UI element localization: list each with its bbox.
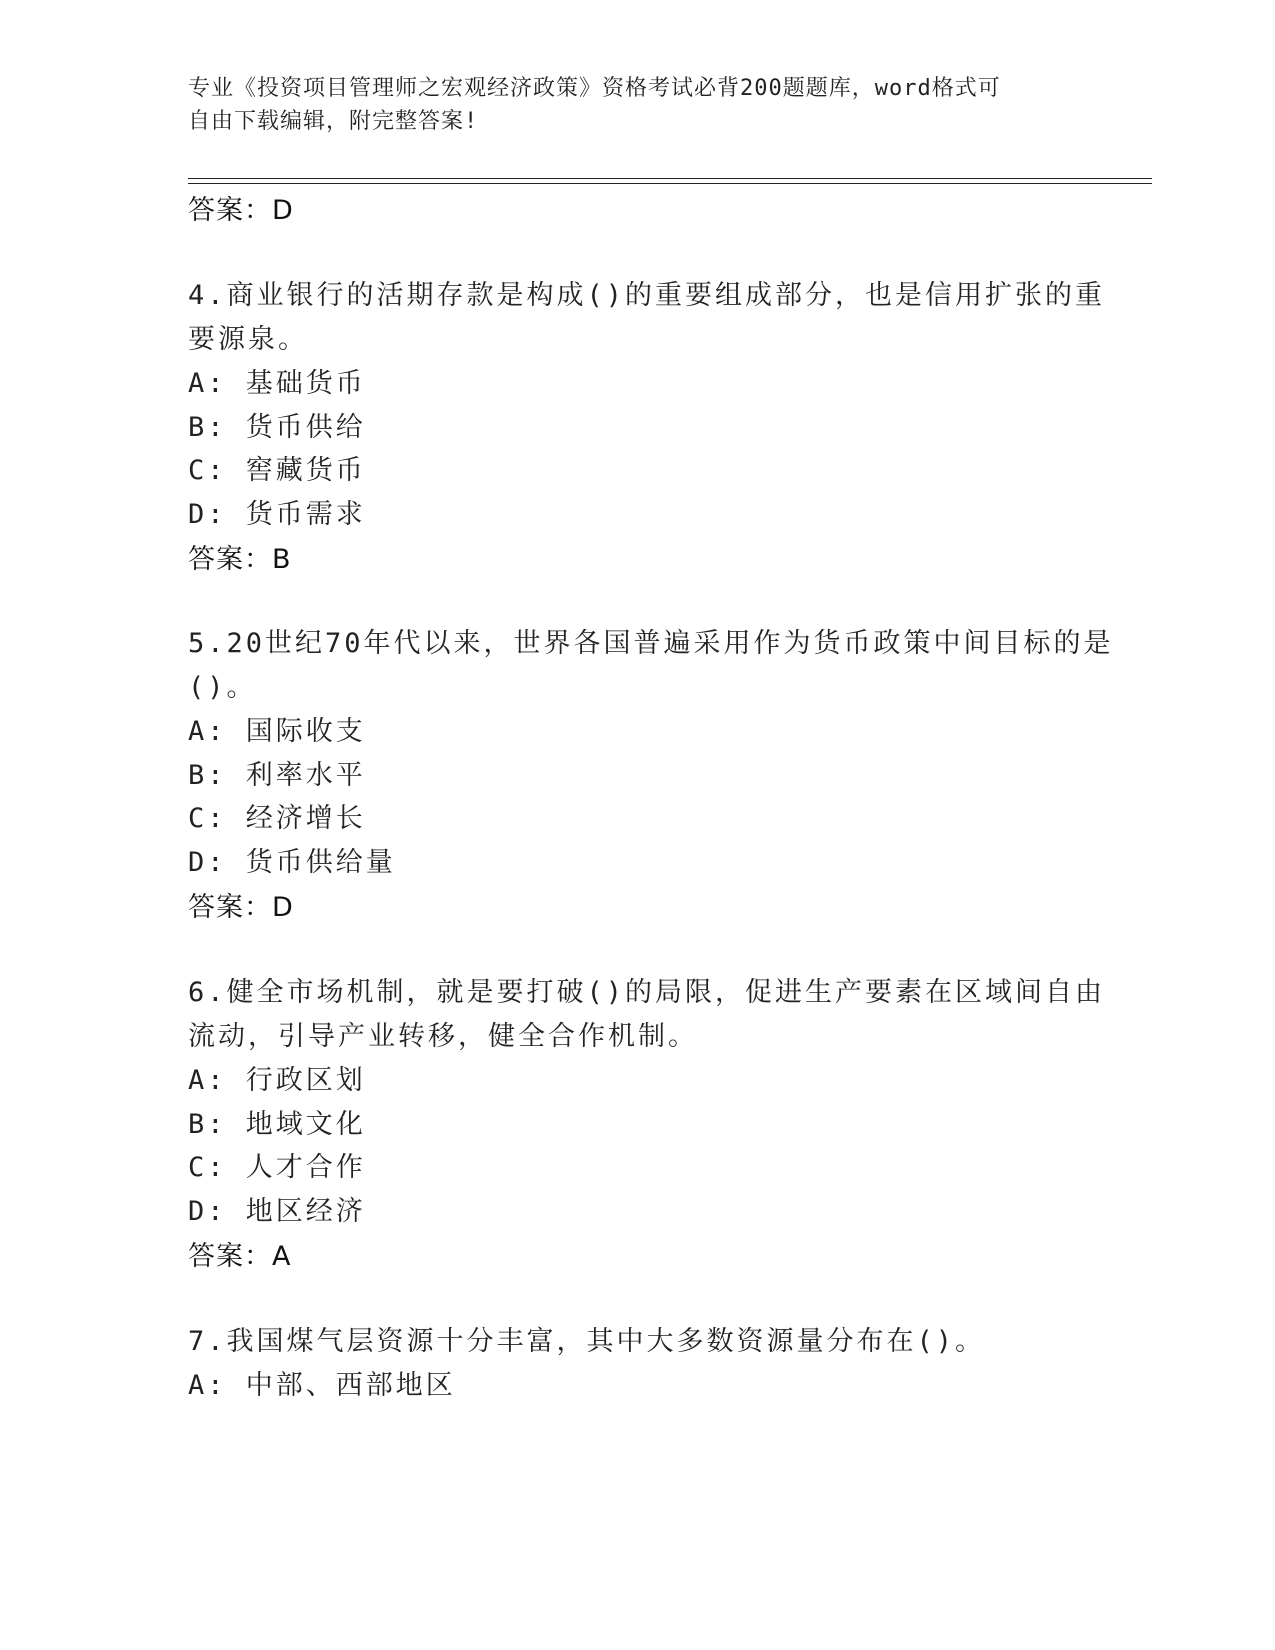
question-6-stem-line-2: 流动，引导产业转移，健全合作机制。 (188, 1021, 698, 1052)
question-5-stem-line-2: ()。 (188, 672, 257, 703)
question-7-option-a: A: 中部、西部地区 (188, 1370, 456, 1401)
header-line-1: 专业《投资项目管理师之宏观经济政策》资格考试必背200题题库，word格式可 (188, 76, 1001, 101)
question-5-option-d: D: 货币供给量 (188, 847, 396, 878)
answer-q4: 答案：B (188, 544, 292, 575)
question-5-stem-line-1: 5.20世纪70年代以来，世界各国普遍采用作为货币政策中间目标的是 (188, 628, 1114, 659)
question-4-option-d: D: 货币需求 (188, 499, 366, 530)
question-6-stem-line-1: 6.健全市场机制，就是要打破()的局限，促进生产要素在区域间自由 (188, 977, 1106, 1008)
question-4-option-c: C: 窖藏货币 (188, 455, 366, 486)
question-6-option-c: C: 人才合作 (188, 1152, 366, 1183)
answer-q6: 答案：A (188, 1241, 292, 1272)
question-6-option-a: A: 行政区划 (188, 1065, 366, 1096)
question-6-option-d: D: 地区经济 (188, 1196, 366, 1227)
question-6-option-b: B: 地域文化 (188, 1109, 366, 1140)
answer-q5: 答案：D (188, 892, 294, 923)
document-header (188, 72, 1068, 138)
question-4-stem-line-1: 4.商业银行的活期存款是构成()的重要组成部分，也是信用扩张的重 (188, 280, 1106, 311)
question-4-option-a: A: 基础货币 (188, 368, 366, 399)
question-4-stem-line-2: 要源泉。 (188, 324, 308, 355)
question-7-stem-line-1: 7.我国煤气层资源十分丰富，其中大多数资源量分布在()。 (188, 1326, 986, 1357)
header-line-2: 自由下载编辑，附完整答案! (188, 109, 479, 134)
question-5-option-a: A: 国际收支 (188, 716, 366, 747)
answer-q3: 答案：D (188, 195, 294, 226)
header-divider-bottom (188, 183, 1152, 184)
question-5-option-b: B: 利率水平 (188, 760, 366, 791)
header-divider-top (188, 178, 1152, 179)
question-4-option-b: B: 货币供给 (188, 412, 366, 443)
question-5-option-c: C: 经济增长 (188, 803, 366, 834)
